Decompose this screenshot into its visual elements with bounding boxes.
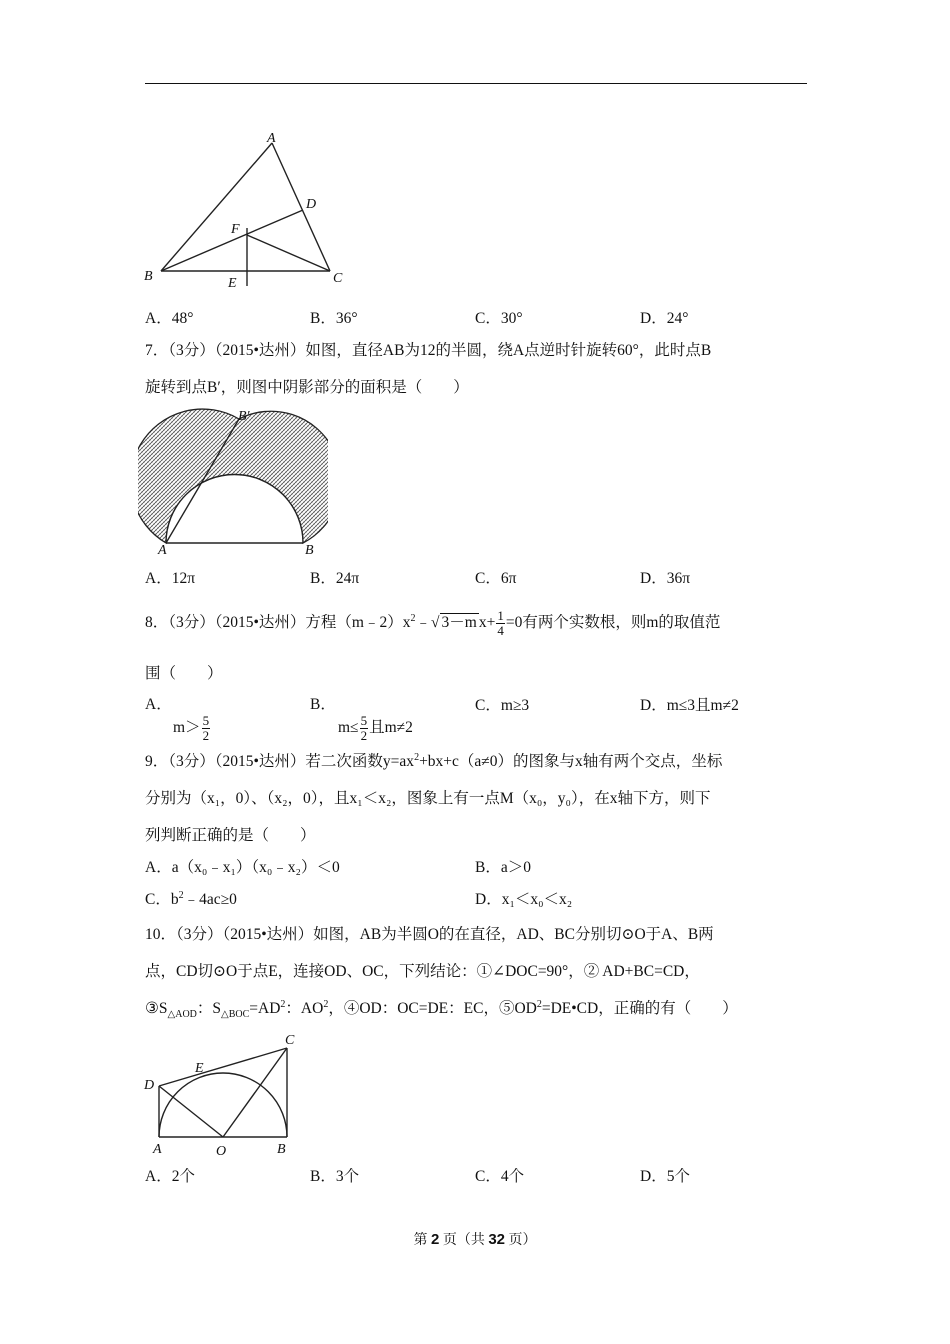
q9-option-d[interactable]: D．x₁＜x₀＜x₂ xyxy=(475,891,573,908)
q9-line1-sup: 2 xyxy=(414,751,420,763)
q7-option-d[interactable]: D．36π xyxy=(640,570,691,587)
q10-option-d[interactable]: D．5个 xyxy=(640,1168,690,1185)
q8-radicand: 3－m xyxy=(441,614,477,631)
q10-label-c: C xyxy=(285,1033,295,1048)
q8-option-a-den: 2 xyxy=(202,728,210,743)
q6-segment-bd xyxy=(161,210,303,271)
header-rule xyxy=(145,83,807,84)
q8-option-b-text: m≤ xyxy=(338,719,359,737)
q6-triangle-figure xyxy=(140,128,355,293)
q8-fraction xyxy=(496,609,505,638)
q8-stem-line1 xyxy=(145,607,720,639)
q8-suffix: =0有两个实数根，则m的取值范 xyxy=(505,614,721,631)
q10-l3-e: ，④OD：OC=DE：EC，⑤OD xyxy=(328,1000,537,1017)
q10-label-a: A xyxy=(153,1142,162,1157)
footer-mid: 页（共 xyxy=(442,1233,485,1248)
q10-label-d: D xyxy=(144,1078,155,1093)
q6-label-b: B xyxy=(144,269,153,284)
q10-option-c[interactable]: C．4个 xyxy=(475,1168,525,1185)
q8-option-a[interactable] xyxy=(145,696,211,743)
q10-option-a[interactable]: A．2个 xyxy=(145,1168,195,1185)
q8-after-sqrt: x+ xyxy=(478,614,496,631)
q10-option-b[interactable]: B．3个 xyxy=(310,1168,360,1185)
q10-stem-line3 xyxy=(145,999,738,1019)
q8-frac-den: 4 xyxy=(497,622,504,638)
q7-stem-line1: 7．（3分）（2015•达州）如图，直径AB为12的半圆，绕A点逆时针旋转60°，此时点B xyxy=(145,342,712,359)
q10-semicircle xyxy=(159,1073,287,1137)
q9-stem-line3: 列判断正确的是（ ） xyxy=(145,827,316,844)
q10-tangent-figure xyxy=(140,1028,310,1163)
q10-l3-sup2: 2 xyxy=(323,998,329,1010)
q8-sqrt-sign: √ xyxy=(431,614,440,631)
q6-label-f: F xyxy=(231,222,240,237)
q10-label-e: E xyxy=(195,1061,204,1076)
q6-option-d[interactable]: D．24° xyxy=(640,310,689,327)
q6-side-ac xyxy=(272,143,330,271)
q7-stem-line2: 旋转到点B′，则图中阴影部分的面积是（ ） xyxy=(145,379,469,396)
q7-label-b: B xyxy=(305,543,314,558)
q9-option-c-b: ﹣4ac≥0 xyxy=(183,891,237,908)
q8-option-b-frac xyxy=(360,714,369,743)
q10-l3-sup3: 2 xyxy=(536,998,542,1010)
q10-stem-line1: 10．（3分）（2015•达州）如图，AB为半圆O的在直径，AD、BC分别切⊙O于A、B两 xyxy=(145,926,714,943)
footer-total-pages: 32 xyxy=(488,1231,506,1248)
q10-label-b: B xyxy=(277,1142,286,1157)
q9-stem-line1 xyxy=(145,752,722,772)
q8-option-c[interactable]: C．m≥3 xyxy=(475,697,530,714)
q10-l3-sup1: 2 xyxy=(280,998,286,1010)
page-footer xyxy=(0,1229,950,1249)
q10-stem-line2: 点，CD切⊙O于点E，连接OD、OC，下列结论：①∠DOC=90°，② AD+BC=CD， xyxy=(145,963,700,980)
q6-option-a[interactable]: A．48° xyxy=(145,310,194,327)
q10-segment-od xyxy=(159,1086,223,1137)
q8-minus: ﹣ xyxy=(415,614,431,631)
footer-pre: 第 xyxy=(413,1233,428,1248)
q8-option-b-label: B． xyxy=(310,696,336,713)
q8-option-a-label: A． xyxy=(145,696,172,713)
q10-l3-sub1: △AOD xyxy=(167,1009,197,1021)
q8-option-b[interactable] xyxy=(310,696,413,743)
q7-label-b-prime: B′ xyxy=(238,409,250,424)
q9-stem-line2: 分别为（x₁，0）、（x₂，0），且x₁＜x₂，图象上有一点M（x₀，y₀），在x轴下方，则下 xyxy=(145,790,711,807)
q8-sup: 2 xyxy=(410,612,416,624)
q6-option-b[interactable]: B．36° xyxy=(310,310,358,327)
q7-semicircle-figure xyxy=(138,408,328,558)
q9-option-a[interactable]: A．a（x₀﹣x₁）（x₀﹣x₂）＜0 xyxy=(145,859,340,876)
q10-l3-d: ：AO xyxy=(285,1000,324,1017)
q8-frac-num: 1 xyxy=(497,607,504,623)
footer-post: 页） xyxy=(508,1233,537,1248)
footer-page-number: 2 xyxy=(430,1231,440,1248)
q10-l3-f: =DE•CD，正确的有（ ） xyxy=(541,1000,738,1017)
q7-option-a[interactable]: A．12π xyxy=(145,570,196,587)
q8-option-a-num: 5 xyxy=(202,713,210,728)
q8-option-b-num: 5 xyxy=(360,713,368,728)
q8-prefix: 8．（3分）（2015•达州）方程（m﹣2）x xyxy=(145,614,411,631)
q10-label-o: O xyxy=(216,1144,227,1159)
q7-option-b[interactable]: B．24π xyxy=(310,570,360,587)
q10-l3-c: =AD xyxy=(249,1000,281,1017)
q6-segment-fc xyxy=(247,235,330,271)
q9-option-c-sup: 2 xyxy=(178,889,184,901)
q10-l3-b: ：S xyxy=(196,1000,222,1017)
q7-label-a: A xyxy=(158,543,167,558)
q8-option-d[interactable]: D．m≤3且m≠2 xyxy=(640,697,739,714)
q6-label-d: D xyxy=(306,197,317,212)
q8-option-b-den: 2 xyxy=(360,728,368,743)
q7-option-c[interactable]: C．6π xyxy=(475,570,517,587)
q9-option-c-a: C．b xyxy=(145,891,179,908)
q10-tangent-dc xyxy=(159,1048,287,1086)
q9-option-b[interactable]: B．a＞0 xyxy=(475,859,531,876)
q9-line1a: 9．（3分）（2015•达州）若二次函数y=ax xyxy=(145,753,415,770)
q9-line1b: +bx+c（a≠0）的图象与x轴有两个交点，坐标 xyxy=(419,753,723,770)
q8-option-a-frac xyxy=(202,714,211,743)
q10-l3-sub2: △BOC xyxy=(221,1009,250,1021)
q10-l3-a: ③S xyxy=(145,1000,168,1017)
q6-label-a: A xyxy=(267,131,276,146)
q8-option-b-tail: 且m≠2 xyxy=(369,719,413,737)
q8-stem-line2: 围（ ） xyxy=(145,665,223,682)
q6-side-ba xyxy=(161,143,272,271)
q10-segment-oc xyxy=(223,1048,287,1137)
q8-option-a-text: m＞ xyxy=(173,719,201,737)
q6-label-c: C xyxy=(333,271,343,286)
q6-option-c[interactable]: C．30° xyxy=(475,310,523,327)
q9-option-c[interactable] xyxy=(145,890,237,910)
q6-label-e: E xyxy=(228,276,237,291)
